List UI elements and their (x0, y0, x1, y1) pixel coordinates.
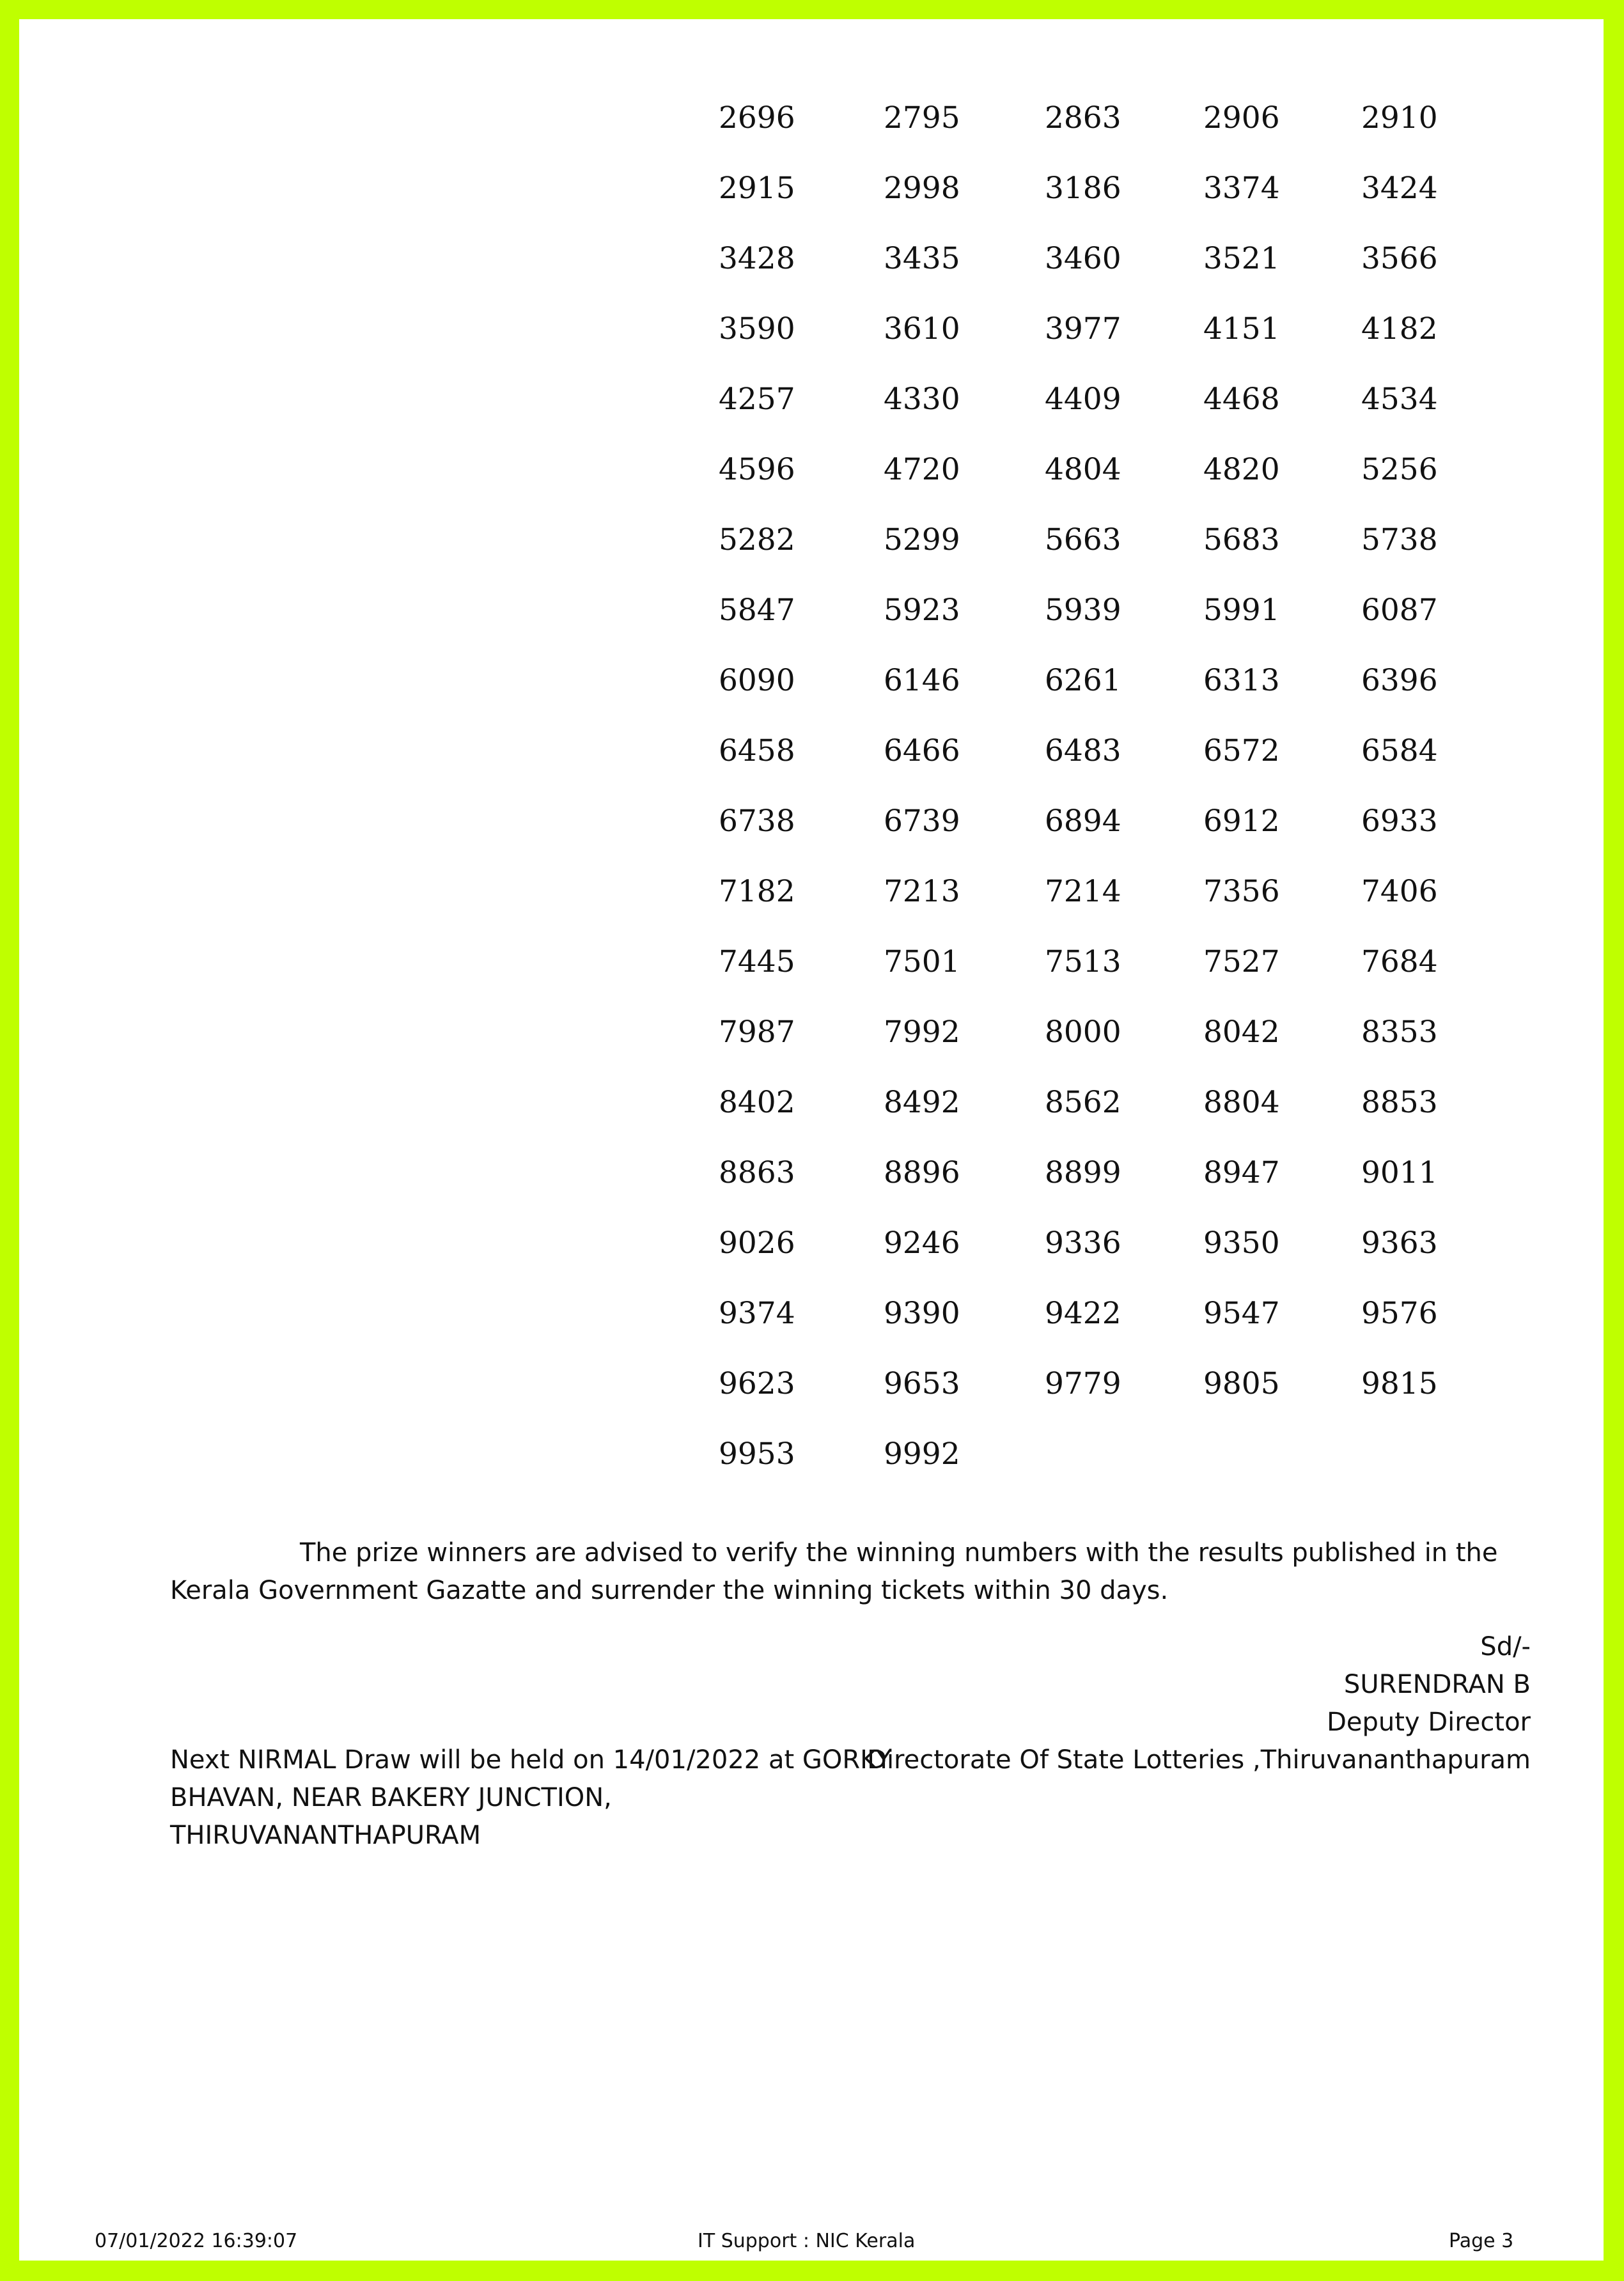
winning-number: 4330 (884, 382, 960, 417)
signatory-organization: Directorate Of State Lotteries ,Thiruvananthapuram (867, 1745, 1531, 1775)
number-row (719, 153, 1499, 224)
winning-number: 4820 (1203, 452, 1280, 487)
winning-number: 7992 (884, 1015, 960, 1050)
winning-number: 8947 (1203, 1155, 1280, 1190)
winning-number: 5299 (884, 522, 960, 557)
winning-number: 7214 (1045, 874, 1121, 909)
winning-number: 9576 (1361, 1296, 1438, 1331)
winning-number: 2795 (884, 100, 960, 136)
winning-number: 9336 (1045, 1226, 1121, 1261)
winning-number: 4257 (719, 382, 795, 417)
winners-notice: The prize winners are advised to verify the winning numbers with the results published in the Kerala Government Gazatte and surrender the winning tickets within 30 days. (170, 1538, 1498, 1605)
winning-number: 2696 (719, 100, 795, 136)
winning-number: 8042 (1203, 1015, 1280, 1050)
number-row (719, 294, 1499, 364)
winning-number: 9390 (884, 1296, 960, 1331)
winning-number: 4151 (1203, 311, 1280, 346)
number-row (719, 575, 1499, 646)
winning-number: 4804 (1045, 452, 1121, 487)
number-row (719, 1279, 1499, 1349)
next-draw-info: Next NIRMAL Draw will be held on 14/01/2022 at GORKY BHAVAN, NEAR BAKERY JUNCTION, THIRUVANANTHAPURAM (170, 1745, 892, 1850)
winning-number: 9779 (1045, 1366, 1121, 1401)
winning-number: 9547 (1203, 1296, 1280, 1331)
winning-number: 8402 (719, 1085, 795, 1120)
winning-number: 3424 (1361, 171, 1438, 206)
winning-number: 6396 (1361, 663, 1438, 698)
footer-it-support: IT Support : NIC Kerala (698, 2230, 916, 2252)
winning-number: 7527 (1203, 944, 1280, 979)
winning-number: 6087 (1361, 593, 1438, 628)
winning-number: 6090 (719, 663, 795, 698)
winning-number: 2863 (1045, 100, 1121, 136)
signature-sd: Sd/- (1480, 1632, 1531, 1662)
winning-numbers-grid (719, 83, 1499, 1490)
winning-number: 5683 (1203, 522, 1280, 557)
winning-number: 7356 (1203, 874, 1280, 909)
winning-number: 9992 (884, 1436, 960, 1472)
number-row (719, 1419, 1499, 1490)
winning-number: 8899 (1045, 1155, 1121, 1190)
winning-number: 9953 (719, 1436, 795, 1472)
winning-number: 6738 (719, 804, 795, 839)
winning-number: 5923 (884, 593, 960, 628)
footer-datetime: 07/01/2022 16:39:07 (95, 2230, 298, 2252)
winning-number: 6313 (1203, 663, 1280, 698)
winning-number: 3610 (884, 311, 960, 346)
winning-number: 2998 (884, 171, 960, 206)
winning-number: 8492 (884, 1085, 960, 1120)
winning-number: 3590 (719, 311, 795, 346)
number-row (719, 857, 1499, 927)
winning-number: 9011 (1361, 1155, 1438, 1190)
winning-number: 7213 (884, 874, 960, 909)
winning-number: 7684 (1361, 944, 1438, 979)
number-row (719, 435, 1499, 505)
winning-number: 8804 (1203, 1085, 1280, 1120)
winning-number: 8000 (1045, 1015, 1121, 1050)
winning-number: 2915 (719, 171, 795, 206)
winning-number: 6739 (884, 804, 960, 839)
number-row (719, 927, 1499, 997)
footer-page-number: Page 3 (1449, 2230, 1514, 2252)
winning-number: 5256 (1361, 452, 1438, 487)
winning-number: 5991 (1203, 593, 1280, 628)
number-row (719, 646, 1499, 716)
winning-number: 6261 (1045, 663, 1121, 698)
winning-number: 9374 (719, 1296, 795, 1331)
winning-number: 5939 (1045, 593, 1121, 628)
winning-number: 6466 (884, 733, 960, 768)
winning-number: 6483 (1045, 733, 1121, 768)
winning-number: 9623 (719, 1366, 795, 1401)
winning-number: 3977 (1045, 311, 1121, 346)
winning-number: 4534 (1361, 382, 1438, 417)
winning-number: 7513 (1045, 944, 1121, 979)
winning-number: 4596 (719, 452, 795, 487)
winning-number: 8853 (1361, 1085, 1438, 1120)
winning-number: 3374 (1203, 171, 1280, 206)
winning-number: 8863 (719, 1155, 795, 1190)
number-row (719, 716, 1499, 786)
winning-number: 5847 (719, 593, 795, 628)
number-row (719, 1349, 1499, 1419)
number-row (719, 1208, 1499, 1279)
winning-number: 3435 (884, 241, 960, 276)
winning-number: 4182 (1361, 311, 1438, 346)
winning-number: 3521 (1203, 241, 1280, 276)
number-row (719, 505, 1499, 575)
winning-number: 7406 (1361, 874, 1438, 909)
winning-number: 6584 (1361, 733, 1438, 768)
winning-number: 9026 (719, 1226, 795, 1261)
winning-number: 4720 (884, 452, 960, 487)
winning-number: 5663 (1045, 522, 1121, 557)
winning-number: 6146 (884, 663, 960, 698)
winning-number: 7501 (884, 944, 960, 979)
winning-number: 2906 (1203, 100, 1280, 136)
number-row (719, 224, 1499, 294)
number-row (719, 364, 1499, 435)
winning-number: 5282 (719, 522, 795, 557)
winning-number: 4468 (1203, 382, 1280, 417)
winning-number: 7182 (719, 874, 795, 909)
winning-number: 2910 (1361, 100, 1438, 136)
winning-number: 6572 (1203, 733, 1280, 768)
signatory-name: SURENDRAN B (1343, 1670, 1531, 1699)
winning-number: 9350 (1203, 1226, 1280, 1261)
winning-number: 3186 (1045, 171, 1121, 206)
winning-number: 8896 (884, 1155, 960, 1190)
number-row (719, 83, 1499, 153)
winning-number: 4409 (1045, 382, 1121, 417)
winning-number: 3460 (1045, 241, 1121, 276)
winning-number: 9363 (1361, 1226, 1438, 1261)
winning-number: 5738 (1361, 522, 1438, 557)
winning-number: 6894 (1045, 804, 1121, 839)
signatory-title: Deputy Director (1327, 1708, 1531, 1737)
winning-number: 3566 (1361, 241, 1438, 276)
winning-number: 8562 (1045, 1085, 1121, 1120)
winning-number: 9246 (884, 1226, 960, 1261)
winning-number: 9422 (1045, 1296, 1121, 1331)
winning-number: 9815 (1361, 1366, 1438, 1401)
number-row (719, 1138, 1499, 1208)
winning-number: 6933 (1361, 804, 1438, 839)
winning-number: 6912 (1203, 804, 1280, 839)
winning-number: 8353 (1361, 1015, 1438, 1050)
number-row (719, 1068, 1499, 1138)
winning-number: 7987 (719, 1015, 795, 1050)
winning-number: 6458 (719, 733, 795, 768)
number-row (719, 786, 1499, 857)
winning-number: 9805 (1203, 1366, 1280, 1401)
winning-number: 3428 (719, 241, 795, 276)
number-row (719, 997, 1499, 1068)
winning-number: 7445 (719, 944, 795, 979)
document-page (19, 19, 1604, 2261)
winning-number: 9653 (884, 1366, 960, 1401)
